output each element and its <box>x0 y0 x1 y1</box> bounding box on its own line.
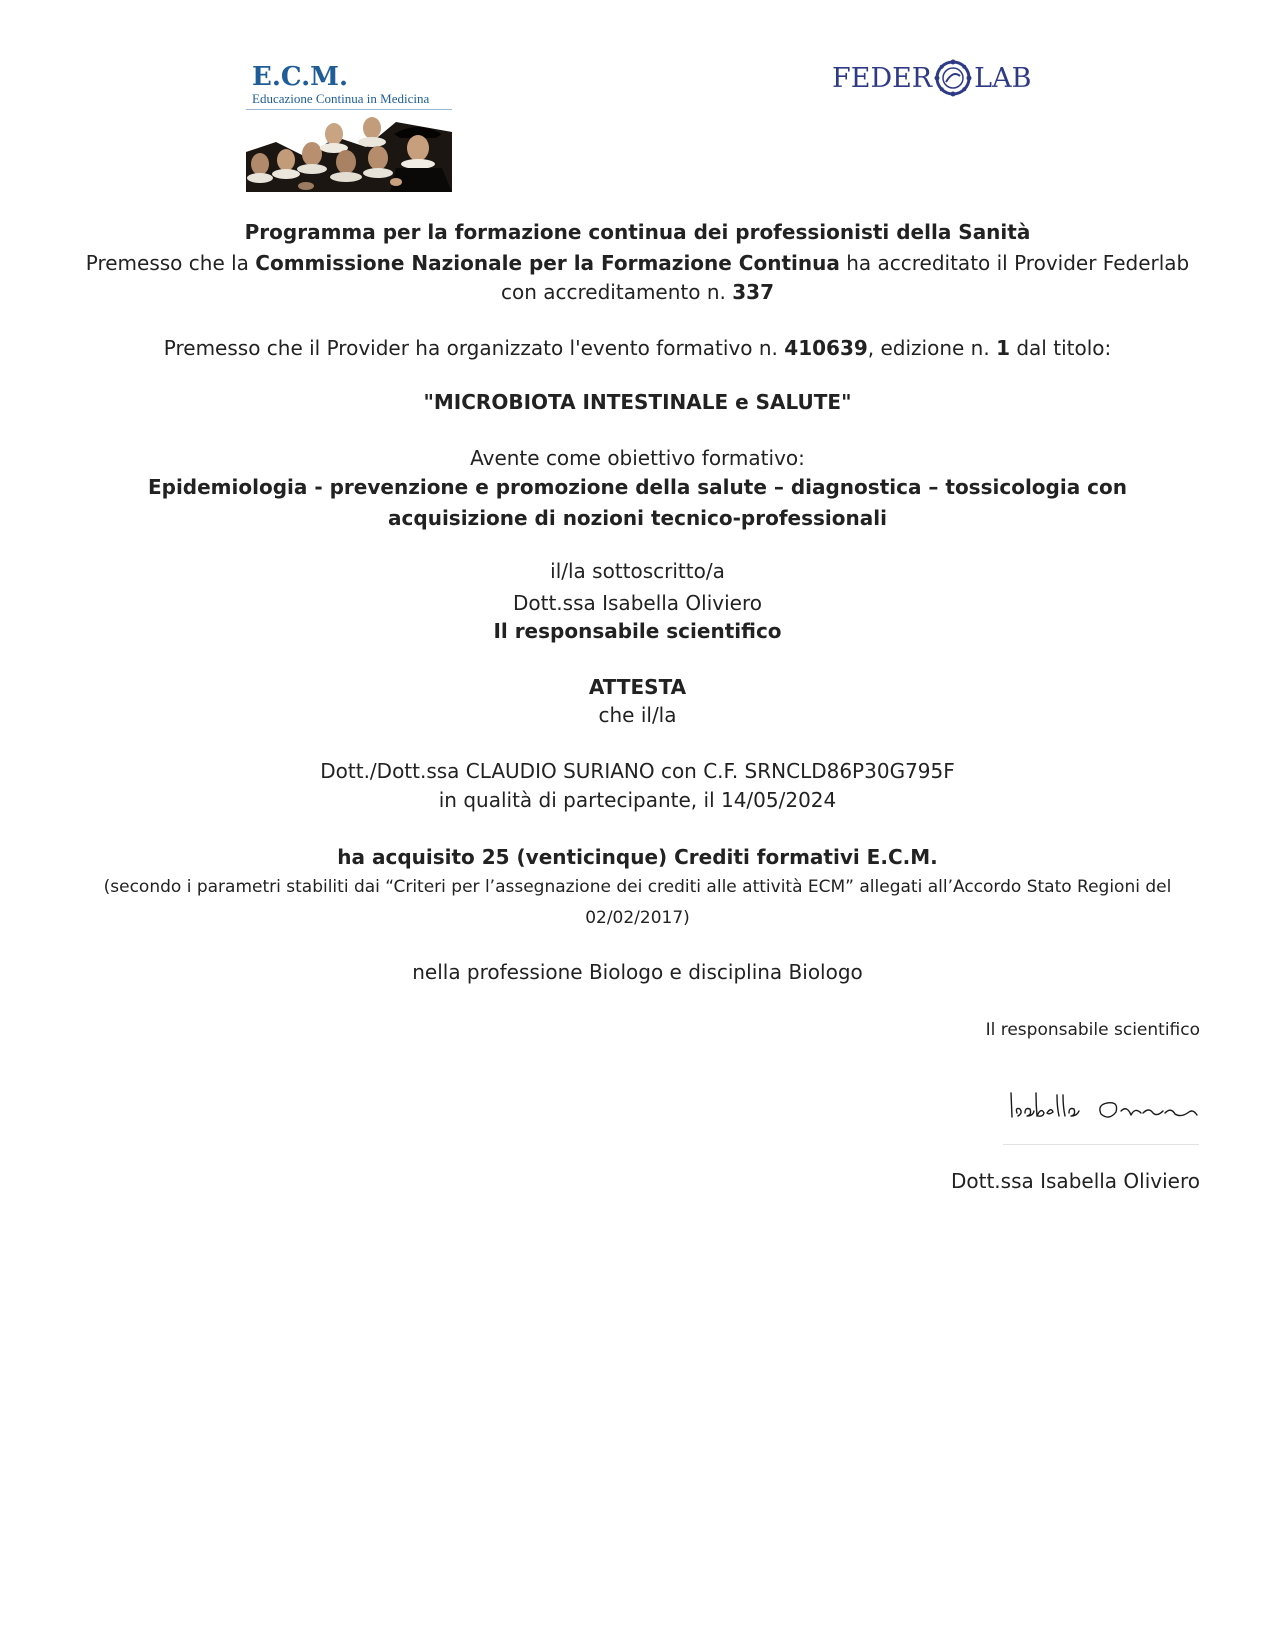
attestation-that: che il/la <box>598 703 677 727</box>
federlab-logo <box>832 56 1032 100</box>
commission-premise-suffix: ha accreditato il Provider Federlab <box>839 251 1190 275</box>
criteria-line-1: (secondo i parametri stabiliti dai “Criteri per l’assegnazione dei crediti alle attività ECM” allegati all’Accordo Stato Regioni del <box>103 877 1172 897</box>
attestation-heading: ATTESTA <box>588 675 687 699</box>
accreditation-prefix: con accreditamento n. <box>501 280 733 304</box>
federlab-logo-left-text: FEDER <box>832 62 933 94</box>
commission-premise-prefix: Premesso che la <box>85 251 256 275</box>
event-title-suffix: dal titolo: <box>1010 336 1112 360</box>
ecm-logo <box>246 62 452 192</box>
footer-name: Dott.ssa Isabella Oliviero <box>950 1169 1200 1193</box>
ecm-logo-rule <box>246 109 452 110</box>
profession-line: nella professione Biologo e disciplina Biologo <box>412 960 863 984</box>
participant-line: Dott./Dott.ssa CLAUDIO SURIANO con C.F. SRNCLD86P30G795F <box>320 759 955 783</box>
federlab-emblem-icon <box>933 58 973 98</box>
edition-number: 1 <box>996 336 1010 360</box>
event-number: 410639 <box>784 336 868 360</box>
federlab-logo-right-text: LAB <box>974 62 1032 94</box>
objective-label: Avente come obiettivo formativo: <box>470 446 805 470</box>
commission-name: Commissione Nazionale per la Formazione Continua <box>255 251 840 275</box>
ecm-painting-image <box>246 112 452 192</box>
credits-line: ha acquisito 25 (venticinque) Crediti formativi E.C.M. <box>337 845 938 869</box>
event-premise <box>75 333 1200 363</box>
programme-title: Programma per la formazione continua dei professionisti della Sanità <box>244 220 1031 244</box>
signatory-name: Dott.ssa Isabella Oliviero <box>512 591 762 615</box>
criteria-line-2: 02/02/2017) <box>585 908 690 928</box>
ecm-logo-subtitle: Educazione Continua in Medicina <box>252 91 430 106</box>
event-title: "MICROBIOTA INTESTINALE e SALUTE" <box>423 390 852 414</box>
signature-line <box>1003 1144 1199 1145</box>
signatory-role: Il responsabile scientifico <box>493 619 782 643</box>
event-premise-prefix: Premesso che il Provider ha organizzato l'evento formativo n. <box>163 336 785 360</box>
participation-quality: in qualità di partecipante, il 14/05/2024 <box>438 788 837 812</box>
signature-image <box>1003 1085 1203 1133</box>
edition-prefix: , edizione n. <box>867 336 997 360</box>
footer-role: Il responsabile scientifico <box>985 1020 1200 1040</box>
signatory-intro: il/la sottoscritto/a <box>550 559 725 583</box>
ecm-logo-title: E.C.M. <box>252 62 348 92</box>
objective-line-2: acquisizione di nozioni tecnico-professionali <box>388 506 887 530</box>
commission-premise <box>75 248 1200 278</box>
objective-line-1: Epidemiologia - prevenzione e promozione della salute – diagnostica – tossicologia con <box>147 475 1128 499</box>
accreditation-line <box>75 277 1200 307</box>
accreditation-number: 337 <box>732 280 774 304</box>
